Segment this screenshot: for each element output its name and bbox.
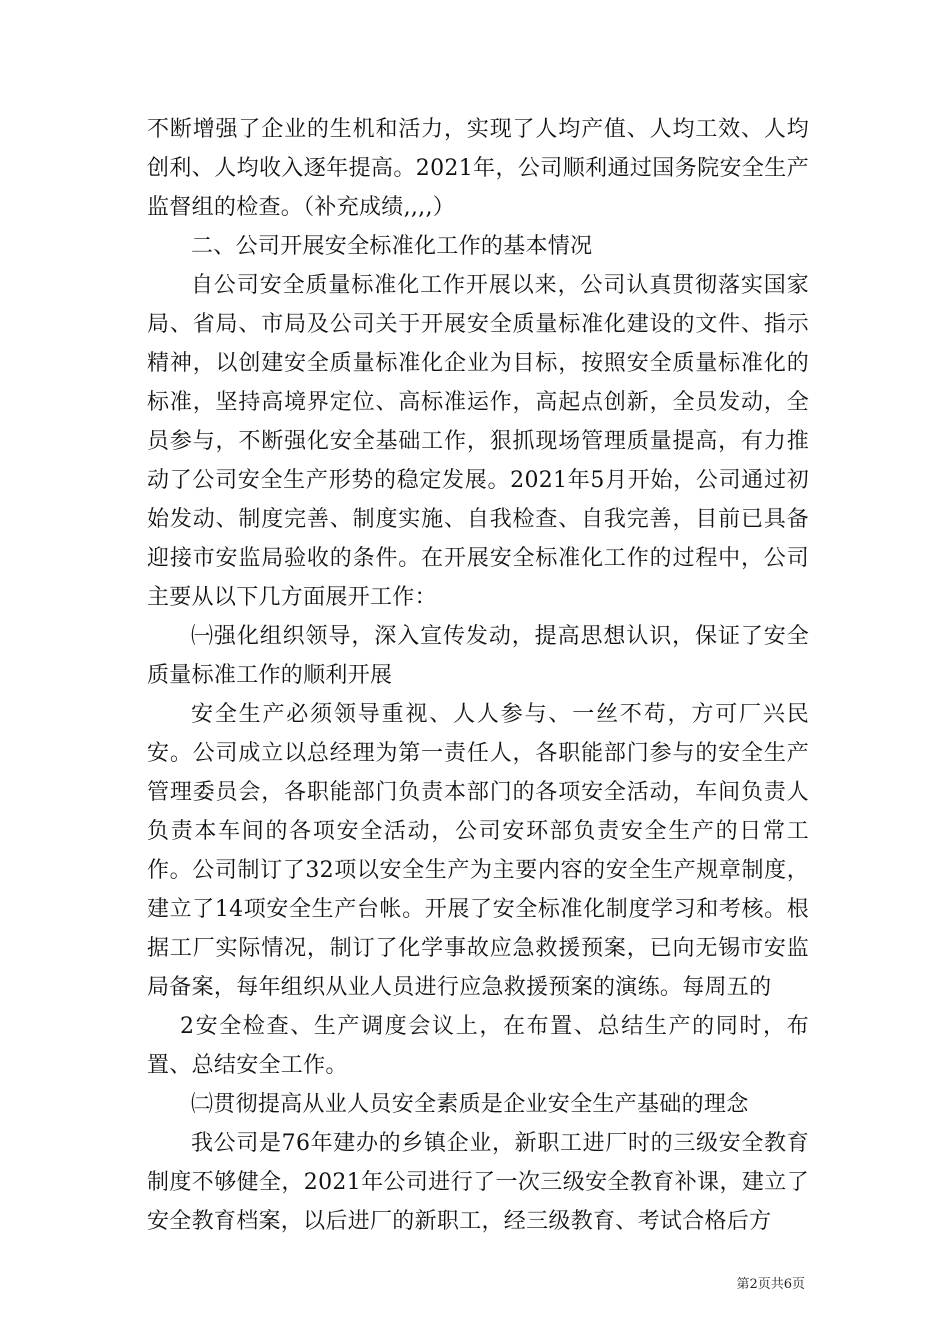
page-number: 第2页共6页 [736,1277,805,1292]
document-body [147,110,809,1241]
subsection-heading: ㈡贯彻提高从业人员安全素质是企业安全生产基础的理念 [191,1092,749,1117]
subsection-heading: ㈠强化组织领导，深入宣传发动，提高思想认识，保证了安全质量标准工作的顺利开展 [147,624,809,688]
paragraph: 自公司安全质量标准化工作开展以来，公司认真贯彻落实国家局、省局、市局及公司关于开展安全质量标准化建设的文件、指示精神，以创建安全质量标准化企业为目标，按照安全质量标准化的标准，坚持高境界定位、高标准运作，高起点创新，全员发动，全员参与，不断强化安全基础工作，狠抓现场管理质量提高，有力推动了公司安全生产形势的稳定发展。2021年5月开始，公司通过初始发动、制度完善、制度实施、自我检查、自我完善，目前已具备迎接市安监局验收的条件。在开展安全标准化工作的过程中，公司主要从以下几方面展开工作： [147,273,809,610]
paragraph-continuation: 不断增强了企业的生机和活力，实现了人均产值、人均工效、人均创利、人均收入逐年提高。2021年，公司顺利通过国务院安全生产监督组的检查。（补充成绩,,,,） [147,117,809,220]
paragraph: 2安全检查、生产调度会议上，在布置、总结生产的同时，布置、总结安全工作。 [147,1014,809,1078]
paragraph: 我公司是76年建办的乡镇企业，新职工进厂时的三级安全教育制度不够健全，2021年公司进行了一次三级安全教育补课，建立了安全教育档案，以后进厂的新职工，经三级教育、考试合格后方 [147,1131,809,1234]
section-heading: 二、公司开展安全标准化工作的基本情况 [191,234,593,259]
paragraph: 安全生产必须领导重视、人人参与、一丝不苟，方可厂兴民安。公司成立以总经理为第一责任人，各职能部门参与的安全生产管理委员会，各职能部门负责本部门的各项安全活动，车间负责人负责本车间的各项安全活动，公司安环部负责安全生产的日常工作。公司制订了32项以安全生产为主要内容的安全生产规章制度，建立了14项安全生产台帐。开展了安全标准化制度学习和考核。根据工厂实际情况，制订了化学事故应急救援预案，已向无锡市安监局备案，每年组织从业人员进行应急救援预案的演练。每周五的 [147,702,809,1000]
